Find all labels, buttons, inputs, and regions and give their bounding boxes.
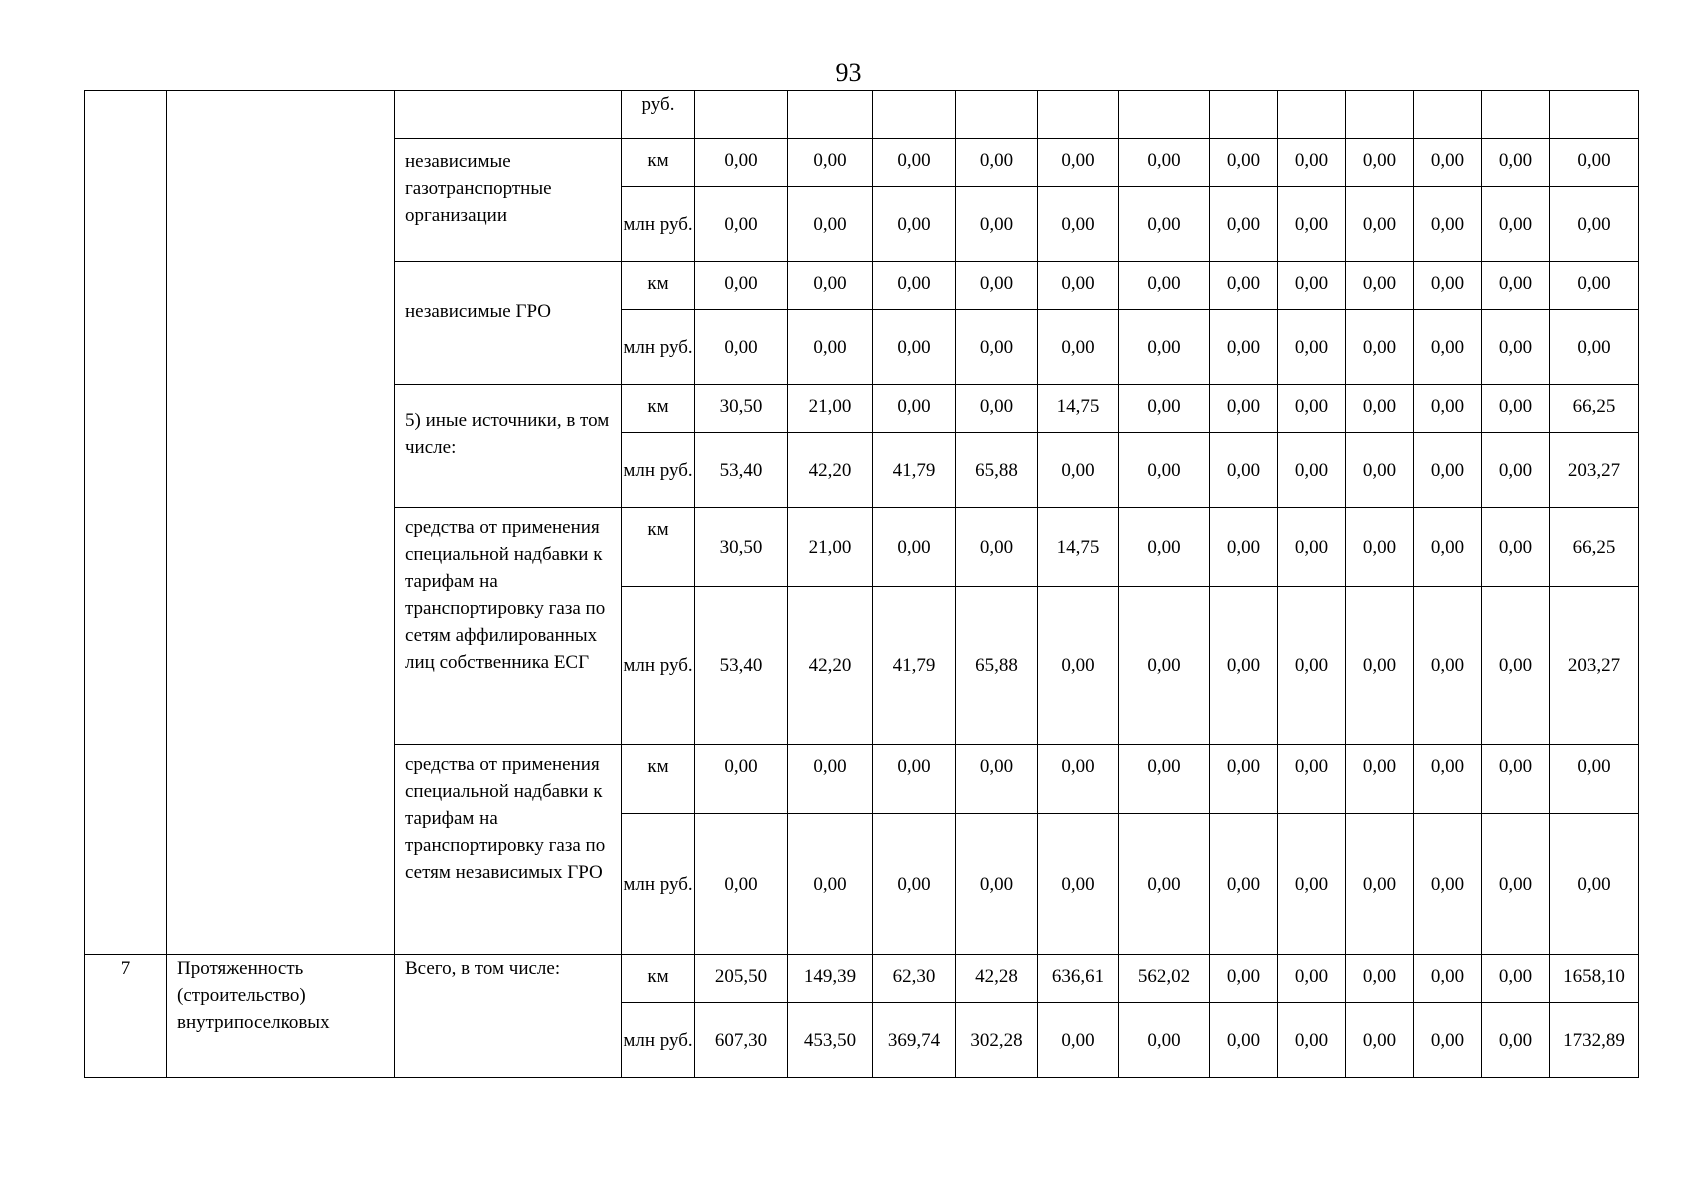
unit-mln-rub: млн руб. <box>622 587 695 745</box>
value-cell: 0,00 <box>1278 310 1346 385</box>
value-cell: 0,00 <box>1482 385 1550 433</box>
value-cell: 0,00 <box>695 139 788 187</box>
value-cell: 0,00 <box>1414 955 1482 1003</box>
value-cell: 0,00 <box>788 187 873 262</box>
value-cell: 0,00 <box>788 262 873 310</box>
value-cell <box>1038 91 1119 139</box>
value-cell: 0,00 <box>1346 187 1414 262</box>
value-cell: 0,00 <box>1210 385 1278 433</box>
value-cell <box>1278 91 1346 139</box>
value-cell: 0,00 <box>1038 433 1119 508</box>
unit-km: км <box>622 139 695 187</box>
value-cell: 0,00 <box>695 814 788 955</box>
unit-km: км <box>622 745 695 814</box>
value-cell: 0,00 <box>1210 508 1278 587</box>
value-cell: 1732,89 <box>1550 1003 1639 1078</box>
value-cell: 0,00 <box>1038 745 1119 814</box>
value-cell: 0,00 <box>1119 433 1210 508</box>
value-cell: 0,00 <box>1278 262 1346 310</box>
value-cell: 0,00 <box>1119 814 1210 955</box>
value-cell: 0,00 <box>956 187 1038 262</box>
table-row <box>85 91 1639 139</box>
label-cell-continued <box>395 91 622 139</box>
value-cell: 0,00 <box>1482 955 1550 1003</box>
value-cell: 0,00 <box>1210 310 1278 385</box>
value-cell: 0,00 <box>873 814 956 955</box>
table-row <box>85 955 1639 1003</box>
value-cell: 0,00 <box>1038 310 1119 385</box>
source-label: независимые ГРО <box>395 262 622 385</box>
value-cell: 0,00 <box>1346 955 1414 1003</box>
value-cell: 66,25 <box>1550 385 1639 433</box>
indicator-cell-blank <box>167 91 395 955</box>
value-cell: 21,00 <box>788 385 873 433</box>
value-cell: 0,00 <box>873 139 956 187</box>
value-cell: 0,00 <box>1550 814 1639 955</box>
value-cell <box>956 91 1038 139</box>
page-number: 93 <box>835 58 862 87</box>
indicator-name: Протяженность (строительство) внутрипоселковых <box>167 955 395 1078</box>
value-cell: 0,00 <box>1550 310 1639 385</box>
value-cell: 0,00 <box>1550 262 1639 310</box>
value-cell: 0,00 <box>788 814 873 955</box>
value-cell: 0,00 <box>1278 508 1346 587</box>
value-cell: 0,00 <box>1278 745 1346 814</box>
value-cell <box>1482 91 1550 139</box>
value-cell: 0,00 <box>1210 139 1278 187</box>
value-cell: 562,02 <box>1119 955 1210 1003</box>
value-cell: 41,79 <box>873 433 956 508</box>
value-cell: 0,00 <box>956 385 1038 433</box>
unit-cell: руб. <box>622 91 695 139</box>
value-cell: 0,00 <box>1346 310 1414 385</box>
unit-mln-rub: млн руб. <box>622 310 695 385</box>
unit-mln-rub: млн руб. <box>622 187 695 262</box>
value-cell: 0,00 <box>956 262 1038 310</box>
value-cell: 0,00 <box>1414 262 1482 310</box>
value-cell: 0,00 <box>1210 955 1278 1003</box>
value-cell: 42,20 <box>788 433 873 508</box>
value-cell: 53,40 <box>695 433 788 508</box>
value-cell: 0,00 <box>695 310 788 385</box>
value-cell: 0,00 <box>1119 385 1210 433</box>
value-cell: 0,00 <box>1482 508 1550 587</box>
value-cell: 0,00 <box>1414 814 1482 955</box>
value-cell: 0,00 <box>1038 187 1119 262</box>
value-cell: 0,00 <box>1038 262 1119 310</box>
value-cell: 0,00 <box>788 745 873 814</box>
value-cell: 636,61 <box>1038 955 1119 1003</box>
value-cell: 0,00 <box>1278 139 1346 187</box>
value-cell: 0,00 <box>1346 262 1414 310</box>
unit-mln-rub: млн руб. <box>622 814 695 955</box>
unit-km: км <box>622 385 695 433</box>
value-cell: 0,00 <box>1482 587 1550 745</box>
value-cell: 0,00 <box>873 187 956 262</box>
value-cell: 0,00 <box>1119 310 1210 385</box>
value-cell: 0,00 <box>1346 433 1414 508</box>
value-cell <box>1346 91 1414 139</box>
unit-km: км <box>622 262 695 310</box>
value-cell: 0,00 <box>788 310 873 385</box>
unit-km: км <box>622 508 695 587</box>
value-cell: 0,00 <box>1119 187 1210 262</box>
value-cell: 0,00 <box>1346 139 1414 187</box>
value-cell: 0,00 <box>1346 745 1414 814</box>
value-cell <box>873 91 956 139</box>
value-cell: 65,88 <box>956 433 1038 508</box>
value-cell: 0,00 <box>1482 1003 1550 1078</box>
value-cell: 0,00 <box>1119 1003 1210 1078</box>
value-cell <box>1550 91 1639 139</box>
value-cell: 0,00 <box>1482 310 1550 385</box>
value-cell: 0,00 <box>695 187 788 262</box>
value-cell: 0,00 <box>1278 1003 1346 1078</box>
value-cell: 42,28 <box>956 955 1038 1003</box>
source-label: 5) иные источники, в том числе: <box>395 385 622 508</box>
value-cell: 0,00 <box>956 508 1038 587</box>
value-cell: 0,00 <box>1210 187 1278 262</box>
value-cell: 0,00 <box>1414 310 1482 385</box>
value-cell: 369,74 <box>873 1003 956 1078</box>
value-cell: 0,00 <box>1414 385 1482 433</box>
value-cell: 0,00 <box>1482 262 1550 310</box>
value-cell <box>1210 91 1278 139</box>
value-cell: 30,50 <box>695 508 788 587</box>
value-cell: 42,20 <box>788 587 873 745</box>
source-label: независимые газотранспортные организации <box>395 139 622 262</box>
value-cell: 66,25 <box>1550 508 1639 587</box>
value-cell: 0,00 <box>1210 587 1278 745</box>
value-cell: 0,00 <box>1482 139 1550 187</box>
value-cell: 65,88 <box>956 587 1038 745</box>
source-label: средства от применения специальной надбавки к тарифам на транспортировку газа по сетям независимых ГРО <box>395 745 622 955</box>
value-cell: 0,00 <box>1414 139 1482 187</box>
value-cell: 0,00 <box>1278 385 1346 433</box>
value-cell: 41,79 <box>873 587 956 745</box>
value-cell: 0,00 <box>1119 745 1210 814</box>
source-label: средства от применения специальной надбавки к тарифам на транспортировку газа по сетям аффилированных лиц собственника ЕСГ <box>395 508 622 745</box>
value-cell: 0,00 <box>873 385 956 433</box>
value-cell: 0,00 <box>1346 814 1414 955</box>
value-cell: 0,00 <box>1038 1003 1119 1078</box>
value-cell: 0,00 <box>1482 433 1550 508</box>
value-cell: 0,00 <box>1038 139 1119 187</box>
value-cell <box>695 91 788 139</box>
value-cell: 0,00 <box>1038 587 1119 745</box>
value-cell: 0,00 <box>1482 745 1550 814</box>
value-cell: 14,75 <box>1038 508 1119 587</box>
value-cell: 0,00 <box>1119 139 1210 187</box>
value-cell: 453,50 <box>788 1003 873 1078</box>
value-cell: 53,40 <box>695 587 788 745</box>
unit-mln-rub: млн руб. <box>622 433 695 508</box>
value-cell: 0,00 <box>1210 433 1278 508</box>
value-cell: 0,00 <box>873 508 956 587</box>
value-cell: 0,00 <box>1482 187 1550 262</box>
value-cell: 0,00 <box>873 310 956 385</box>
value-cell: 0,00 <box>873 745 956 814</box>
value-cell: 0,00 <box>1414 508 1482 587</box>
financing-table <box>84 90 1639 1078</box>
value-cell: 203,27 <box>1550 587 1639 745</box>
value-cell: 14,75 <box>1038 385 1119 433</box>
value-cell: 0,00 <box>956 310 1038 385</box>
value-cell <box>1414 91 1482 139</box>
value-cell: 0,00 <box>1119 508 1210 587</box>
value-cell: 149,39 <box>788 955 873 1003</box>
value-cell: 203,27 <box>1550 433 1639 508</box>
value-cell: 0,00 <box>1119 587 1210 745</box>
value-cell: 0,00 <box>1278 433 1346 508</box>
index-cell-blank <box>85 91 167 955</box>
value-cell: 1658,10 <box>1550 955 1639 1003</box>
value-cell: 0,00 <box>1278 955 1346 1003</box>
value-cell: 0,00 <box>1210 814 1278 955</box>
value-cell: 0,00 <box>873 262 956 310</box>
value-cell: 0,00 <box>1346 587 1414 745</box>
total-label: Всего, в том числе: <box>395 955 622 1078</box>
value-cell: 0,00 <box>956 139 1038 187</box>
value-cell: 0,00 <box>1414 1003 1482 1078</box>
value-cell: 0,00 <box>1550 139 1639 187</box>
value-cell: 0,00 <box>695 262 788 310</box>
value-cell: 62,30 <box>873 955 956 1003</box>
unit-km: км <box>622 955 695 1003</box>
value-cell: 0,00 <box>1414 433 1482 508</box>
value-cell: 30,50 <box>695 385 788 433</box>
value-cell: 0,00 <box>1414 187 1482 262</box>
value-cell: 0,00 <box>1210 262 1278 310</box>
value-cell: 0,00 <box>1278 587 1346 745</box>
value-cell: 0,00 <box>1119 262 1210 310</box>
value-cell: 302,28 <box>956 1003 1038 1078</box>
value-cell <box>1119 91 1210 139</box>
value-cell: 0,00 <box>956 814 1038 955</box>
value-cell: 0,00 <box>1278 187 1346 262</box>
row-index: 7 <box>85 955 167 1078</box>
value-cell: 0,00 <box>1414 745 1482 814</box>
value-cell: 0,00 <box>1278 814 1346 955</box>
value-cell: 0,00 <box>1414 587 1482 745</box>
value-cell: 0,00 <box>695 745 788 814</box>
value-cell: 0,00 <box>1346 508 1414 587</box>
value-cell: 0,00 <box>956 745 1038 814</box>
value-cell: 0,00 <box>1346 1003 1414 1078</box>
value-cell: 0,00 <box>1038 814 1119 955</box>
value-cell: 0,00 <box>788 139 873 187</box>
value-cell: 0,00 <box>1210 1003 1278 1078</box>
value-cell: 0,00 <box>1482 814 1550 955</box>
value-cell: 205,50 <box>695 955 788 1003</box>
value-cell: 0,00 <box>1550 187 1639 262</box>
value-cell: 0,00 <box>1550 745 1639 814</box>
value-cell: 607,30 <box>695 1003 788 1078</box>
unit-mln-rub: млн руб. <box>622 1003 695 1078</box>
value-cell: 0,00 <box>1210 745 1278 814</box>
value-cell: 21,00 <box>788 508 873 587</box>
value-cell: 0,00 <box>1346 385 1414 433</box>
value-cell <box>788 91 873 139</box>
